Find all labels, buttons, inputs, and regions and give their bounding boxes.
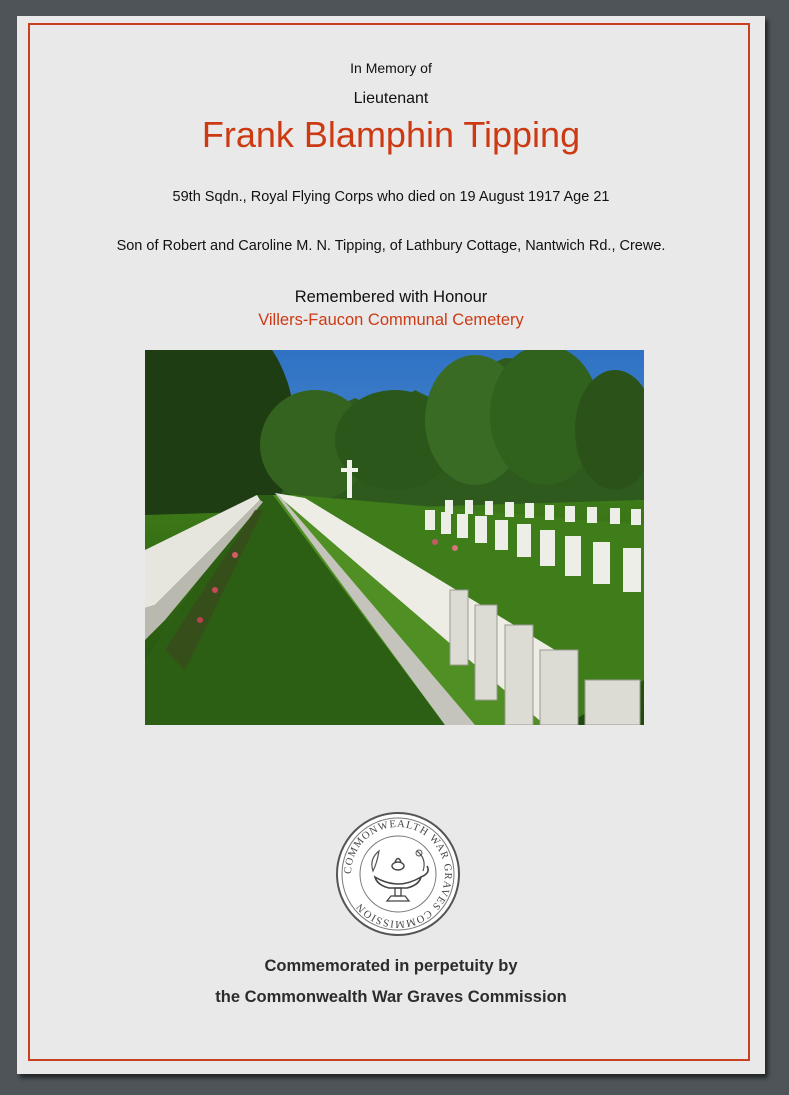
service-details: 59th Sqdn., Royal Flying Corps who died on 19 August 1917 Age 21 <box>172 189 610 205</box>
closing-line-2: the Commonwealth War Graves Commission <box>215 988 567 1006</box>
casualty-name: Frank Blamphin Tipping <box>201 114 581 155</box>
family-details: Son of Robert and Caroline M. N. Tipping, of Lathbury Cottage, Nantwich Rd., Crewe. <box>116 238 666 254</box>
closing-line-1: Commemorated in perpetuity by <box>264 957 518 975</box>
remembered-heading: Remembered with Honour <box>294 288 488 306</box>
cemetery-photo <box>145 350 644 725</box>
in-memory-heading: In Memory of <box>350 60 432 76</box>
cemetery-name: Villers-Faucon Communal Cemetery <box>258 311 524 329</box>
cwgc-emblem <box>335 811 461 937</box>
emblem-lettering: COMMONWEALTH WAR GRAVES COMMISSION <box>342 818 454 930</box>
certificate-page <box>17 16 765 1074</box>
rank: Lieutenant <box>353 90 429 107</box>
